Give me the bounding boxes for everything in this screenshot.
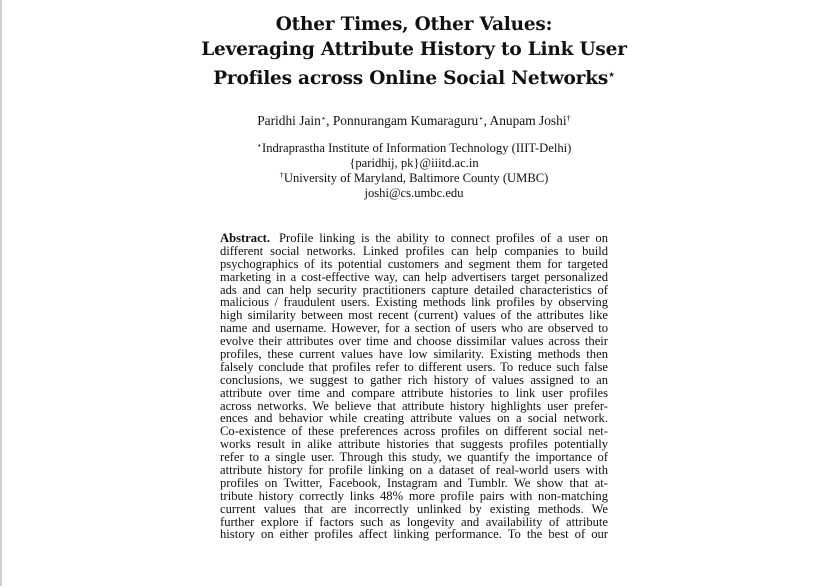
abstract-line: history on either profiles affect linking performance. To the best of our bbox=[220, 527, 608, 542]
abstract-line: name and username. However, for a section of users who are observed to bbox=[220, 321, 608, 336]
affiliation-email: {paridhij, pk}@iiitd.ac.in bbox=[349, 156, 479, 170]
affiliation-email: joshi@cs.umbc.edu bbox=[364, 186, 464, 200]
affiliations bbox=[0, 141, 820, 201]
affiliation-mark: ⋆ bbox=[256, 140, 262, 150]
abstract-line: attribute over time and compare attribute histories to link user profiles bbox=[220, 385, 608, 400]
abstract-line: psychographics of its potential customers and segment them for targeted bbox=[220, 256, 608, 271]
abstract-line: works result in alike attribute histories that suggests profiles potentially bbox=[220, 437, 608, 452]
author-name: Anupam Joshi bbox=[489, 113, 567, 128]
abstract-line: different social networks. Linked profiles can help companies to build bbox=[220, 243, 608, 258]
affiliation-name: †University of Maryland, Baltimore County (UMBC) bbox=[279, 170, 549, 185]
abstract-line: profiles, these current values have low similarity. Existing methods then bbox=[220, 347, 608, 362]
affiliation-name: ⋆Indraprastha Institute of Information Technology (IIIT-Delhi) bbox=[256, 140, 572, 155]
abstract-line: profiles on Twitter, Facebook, Instagram and Tumblr. We show that at- bbox=[220, 475, 608, 490]
title-line-3: Profiles across Online Social Networks⋆ bbox=[213, 68, 615, 89]
title-line-1: Other Times, Other Values: bbox=[275, 14, 553, 35]
abstract-line: ads and can help security practitioners capture detailed characteristics of bbox=[220, 282, 608, 297]
abstract-line: marketing in a cost-effective way, can help advertisers target personalized bbox=[220, 269, 608, 284]
abstract-line: attribute history for profile linking on a dataset of real-world users with bbox=[220, 463, 608, 478]
author-name: Ponnurangam Kumaraguru bbox=[332, 113, 479, 128]
title-line-2: Leveraging Attribute History to Link User bbox=[201, 39, 627, 60]
author-mark: † bbox=[566, 113, 571, 123]
affiliation-mark: † bbox=[279, 170, 284, 180]
paper-title bbox=[0, 12, 820, 91]
abstract-line: Abstract. Profile linking is the ability to connect profiles of a user on bbox=[220, 231, 608, 245]
abstract-line: ences and behavior while creating attribute values on a social network. bbox=[220, 411, 608, 426]
abstract-line: high similarity between most recent (current) values of the attributes like bbox=[220, 308, 608, 323]
author-name: Paridhi Jain bbox=[257, 113, 321, 128]
title-footnote-mark: ⋆ bbox=[608, 68, 615, 81]
author-mark: ⋆ bbox=[320, 113, 327, 123]
abstract bbox=[220, 232, 608, 541]
abstract-line: conclusions, we suggest to gather rich history of values assigned to an bbox=[220, 372, 608, 387]
abstract-heading: Abstract. bbox=[220, 231, 271, 245]
abstract-line: Co-existence of these preferences across profiles on different social net- bbox=[220, 424, 608, 439]
author-list: Paridhi Jain⋆, Ponnurangam Kumaraguru⋆, Anupam Joshi† bbox=[257, 113, 571, 128]
abstract-line: falsely conclude that profiles refer to different users. To reduce such false bbox=[220, 359, 608, 374]
abstract-line: malicious / fraudulent users. Existing methods link profiles by observing bbox=[220, 295, 608, 310]
abstract-line: current values that are incorrectly unlinked by existing methods. We bbox=[220, 501, 608, 516]
abstract-line: refer to a single user. Through this study, we quantify the importance of bbox=[220, 450, 608, 465]
abstract-line: further explore if factors such as longevity and availability of attribute bbox=[220, 514, 608, 529]
abstract-line: evolve their attributes over time and choose dissimilar values across their bbox=[220, 334, 608, 349]
abstract-line: tribute history correctly links 48% more profile pairs with non-matching bbox=[220, 488, 608, 503]
author-mark: ⋆ bbox=[478, 113, 484, 123]
abstract-line: across networks. We believe that attribute history highlights user prefer- bbox=[220, 398, 608, 413]
